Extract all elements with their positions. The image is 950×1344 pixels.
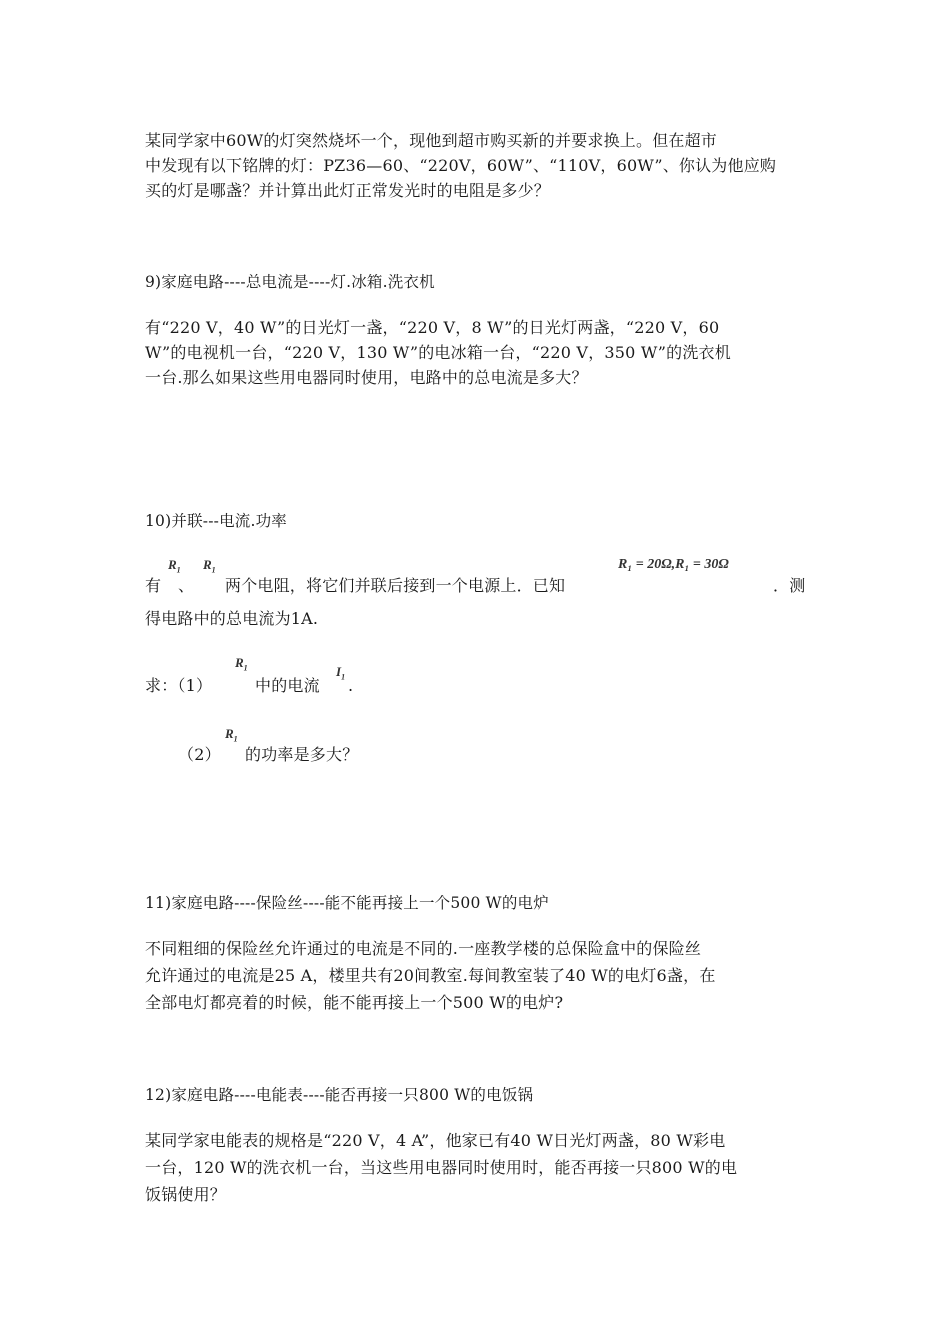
problem-10-q1-end: .: [348, 676, 354, 695]
math-symbol-r2: $R_1$: [203, 557, 216, 575]
problem-10-heading: 10)并联---电流.功率: [145, 512, 288, 530]
problem-9-line-1: 有“220 V，40 W”的日光灯一盏，“220 V，8 W”的日光灯两盏，“220 V，60: [145, 318, 720, 337]
problem-8-line-2: 中发现有以下铭牌的灯：PZ36—60、“220V，60W”、“110V，60W”、你认为他应购: [145, 156, 777, 175]
problem-11-heading: 11)家庭电路----保险丝----能不能再接上一个500 W的电炉: [145, 894, 549, 912]
problem-9-heading: 9)家庭电路----总电流是----灯.冰箱.洗衣机: [145, 273, 435, 291]
problem-12-heading: 12)家庭电路----电能表----能否再接一只800 W的电饭锅: [145, 1086, 534, 1104]
math-symbol-i1: $I_1$: [336, 664, 346, 682]
problem-10-separator: 、: [178, 576, 195, 595]
problem-10-text-a: 有: [145, 576, 162, 595]
problem-8-line-3: 买的灯是哪盏？并计算出此灯正常发光时的电阻是多少？: [145, 181, 551, 200]
math-given-formula: R₁ = 20Ω,R₁ = 30Ω: [618, 557, 729, 572]
problem-12-line-2: 一台，120 W的洗衣机一台，当这些用电器同时使用时，能否再接一只800 W的电: [145, 1158, 738, 1177]
math-symbol-r1-q2: $R_1$: [225, 726, 238, 744]
problem-10-q2-mid: 的功率是多大？: [245, 745, 359, 764]
problem-10-q2-prefix: （2）: [178, 745, 221, 764]
problem-10-q1-mid: 中的电流: [255, 676, 320, 695]
problem-9-line-3: 一台.那么如果这些用电器同时使用，电路中的总电流是多大？: [145, 368, 588, 387]
problem-11-line-3: 全部电灯都亮着的时候，能不能再接上一个500 W的电炉?: [145, 993, 564, 1012]
problem-11-line-1: 不同粗细的保险丝允许通过的电流是不同的.一座教学楼的总保险盒中的保险丝: [145, 939, 702, 958]
problem-12-line-1: 某同学家电能表的规格是“220 V，4 A”，他家已有40 W日光灯两盏，80 W彩电: [145, 1131, 726, 1150]
problem-8-line-1: 某同学家中60W的灯突然烧坏一个，现他到超市购买新的并要求换上。但在超市: [145, 131, 718, 150]
problem-10-text-b: 两个电阻，将它们并联后接到一个电源上．已知: [225, 576, 566, 595]
problem-9-line-2: W”的电视机一台，“220 V，130 W”的电冰箱一台，“220 V，350 W”的洗衣机: [145, 343, 731, 362]
math-symbol-r1-q1: $R_1$: [235, 655, 248, 673]
problem-11-line-2: 允许通过的电流是25 A，楼里共有20间教室.每间教室装了40 W的电灯6盏，在: [145, 966, 716, 985]
problem-10-q1-prefix: 求：（1）: [145, 676, 213, 695]
math-symbol-r1: $R_1$: [168, 557, 181, 575]
problem-10-line-2: 得电路中的总电流为1A.: [145, 609, 319, 628]
problem-10-text-end: ．测: [773, 576, 806, 595]
problem-12-line-3: 饭锅使用？: [145, 1185, 227, 1204]
